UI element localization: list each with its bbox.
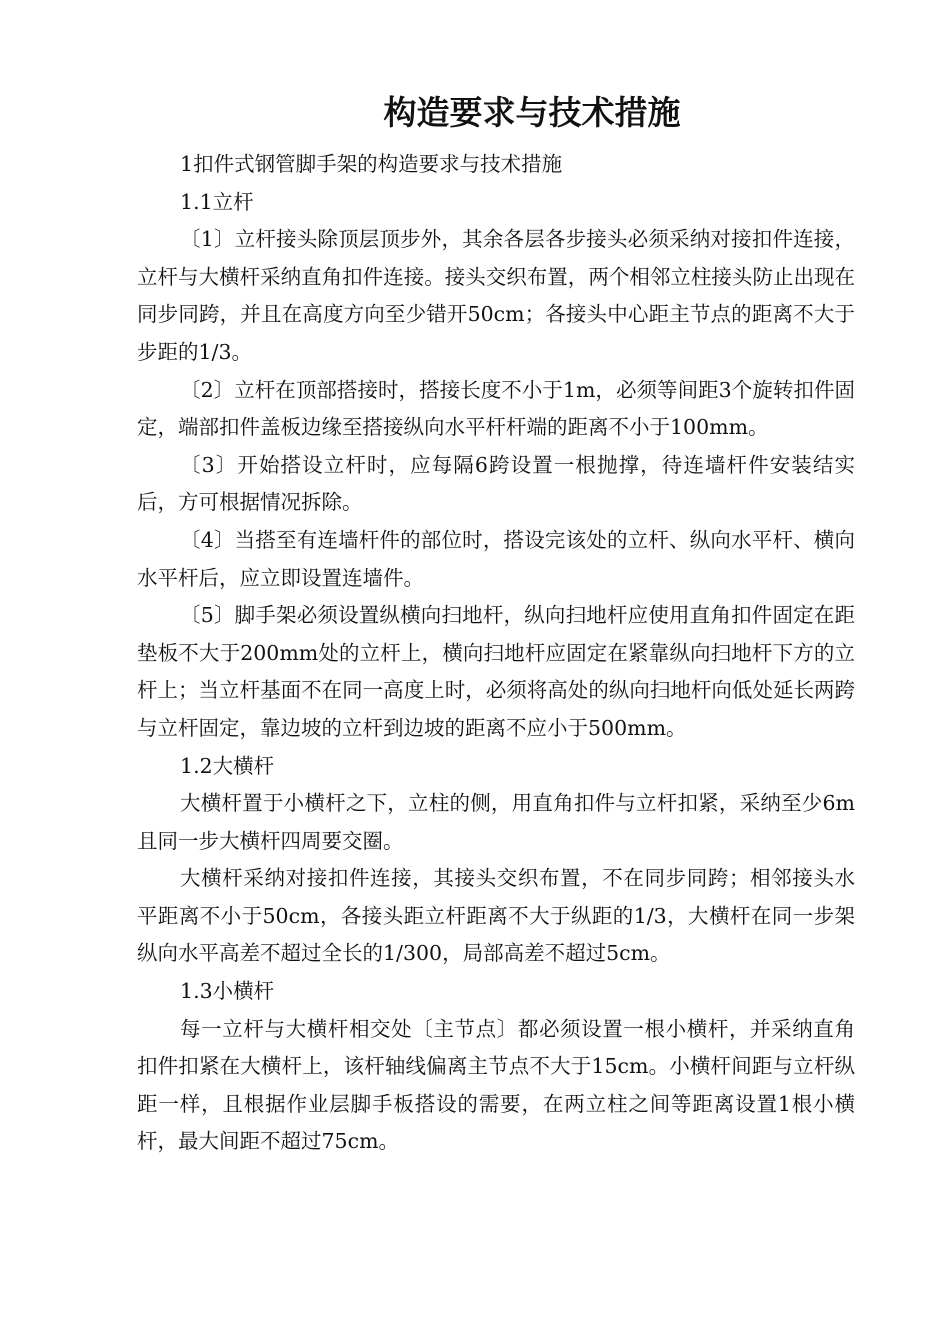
subsection-heading: 1.1立杆 bbox=[180, 189, 254, 214]
paragraph: 〔4〕当搭至有连墙杆件的部位时，搭设完该处的立杆、纵向水平杆、横向水平杆后，应立即设置连墙件。 bbox=[137, 527, 855, 590]
paragraph: 〔3〕开始搭设立杆时，应每隔6跨设置一根抛撑，待连墙杆件安装结实后，方可根据情况拆除。 bbox=[137, 452, 855, 515]
section-heading: 1扣件式钢管脚手架的构造要求与技术措施 bbox=[180, 152, 563, 176]
subsection-heading: 1.2大横杆 bbox=[180, 753, 275, 778]
paragraph: 〔5〕脚手架必须设置纵横向扫地杆，纵向扫地杆应使用直角扣件固定在距垫板不大于200mm处的立杆上，横向扫地杆应固定在紧靠纵向扫地杆下方的立杆上；当立杆基面不在同一高度上时，必须将高处的纵向扫地杆向低处延长两跨与立杆固定，靠边坡的立杆到边坡的距离不应小于500mm。 bbox=[137, 603, 855, 740]
document-body bbox=[137, 146, 855, 1161]
paragraph: 每一立杆与大横杆相交处〔主节点〕都必须设置一根小横杆，并采纳直角扣件扣紧在大横杆上，该杆轴线偏离主节点不大于15cm。小横杆间距与立杆纵距一样，且根据作业层脚手板搭设的需要，在两立柱之间等距离设置1根小横杆，最大间距不超过75cm。 bbox=[137, 1016, 855, 1154]
paragraph: 大横杆采纳对接扣件连接，其接头交织布置，不在同步同跨；相邻接头水平距离不小于50cm，各接头距立杆距离不大于纵距的1/3，大横杆在同一步架纵向水平高差不超过全长的1/300，局部高差不超过5cm。 bbox=[137, 866, 855, 966]
subsection-heading: 1.3小横杆 bbox=[180, 979, 275, 1004]
paragraph: 大横杆置于小横杆之下，立柱的侧，用直角扣件与立杆扣紧，采纳至少6m且同一步大横杆四周要交圈。 bbox=[137, 791, 855, 853]
paragraph: 〔2〕立杆在顶部搭接时，搭接长度不小于1m，必须等间距3个旋转扣件固定，端部扣件盖板边缘至搭接纵向水平杆杆端的距离不小于100mm。 bbox=[137, 377, 855, 440]
page-title: 构造要求与技术措施 bbox=[383, 93, 681, 132]
paragraph: 〔1〕立杆接头除顶层顶步外，其余各层各步接头必须采纳对接扣件连接，立杆与大横杆采纳直角扣件连接。接头交织布置，两个相邻立柱接头防止出现在同步同跨，并且在高度方向至少错开50cm；各接头中心距主节点的距离不大于步距的1/3。 bbox=[137, 227, 855, 364]
